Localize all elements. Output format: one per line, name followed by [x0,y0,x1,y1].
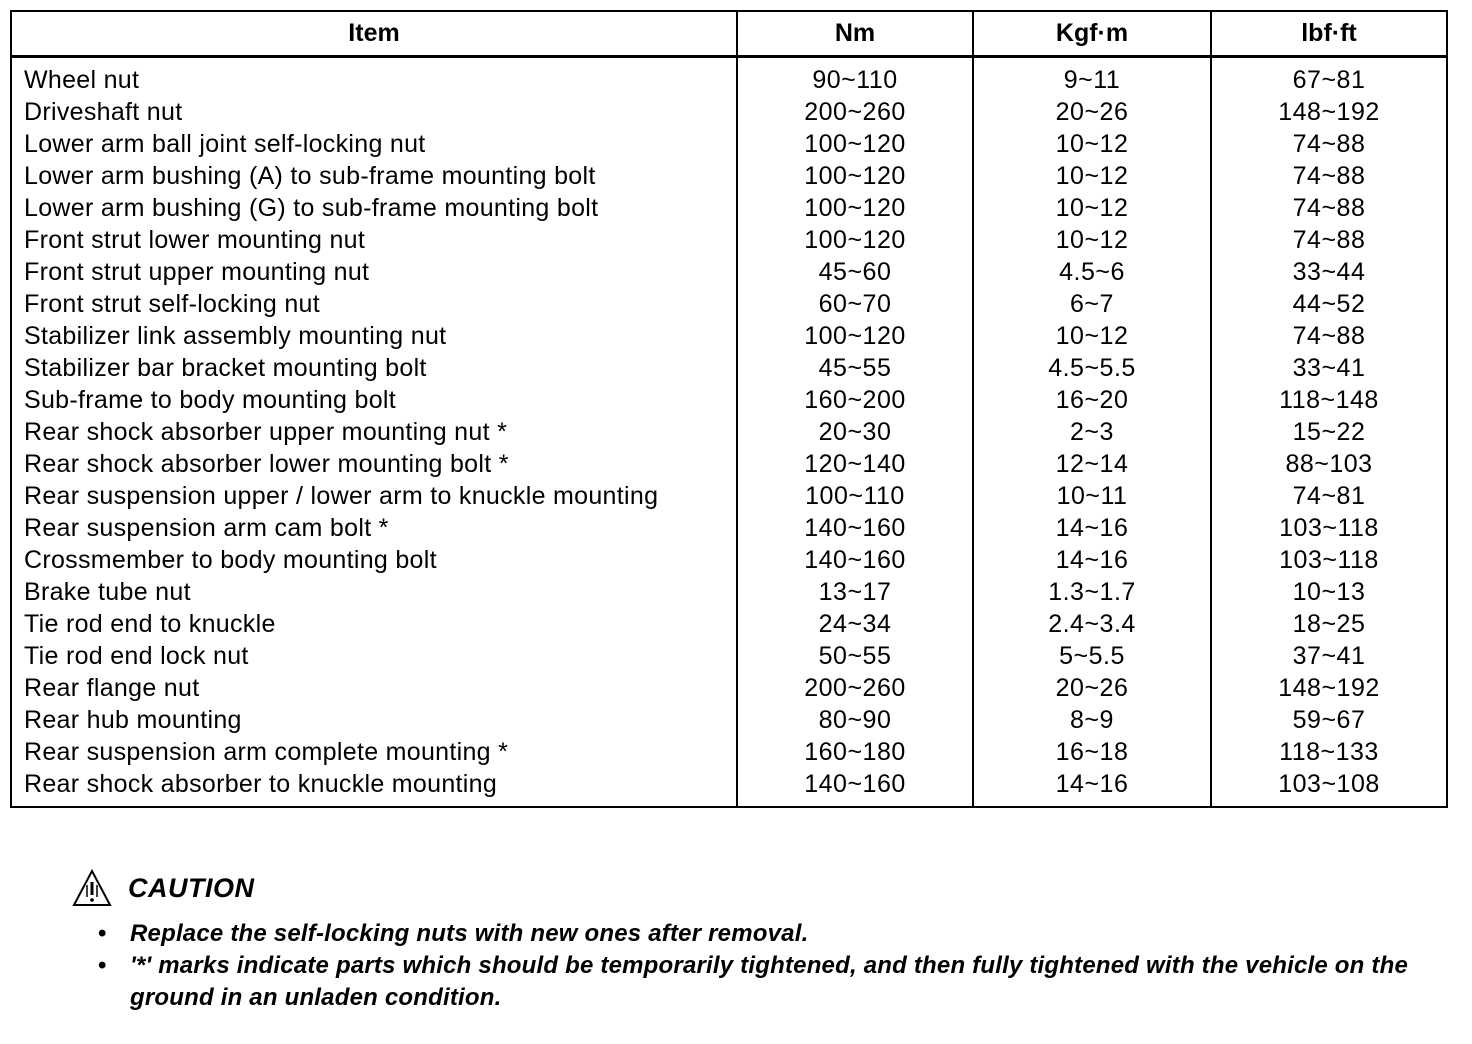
table-header-row [11,11,1447,57]
table-row [11,57,1447,97]
item-cell: Front strut lower mounting nut [11,224,737,256]
kgf-m-cell: 20~26 [973,96,1211,128]
table-row [11,288,1447,320]
nm-cell: 90~110 [737,57,973,97]
item-cell: Sub-frame to body mounting bolt [11,384,737,416]
caution-text: '*' marks indicate parts which should be temporarily tightened, and then fully tightened with the vehicle on the ground in an unladen condition. [130,952,1408,1011]
table-row [11,640,1447,672]
torque-spec-table [10,10,1448,808]
item-cell: Tie rod end lock nut [11,640,737,672]
nm-cell: 100~120 [737,128,973,160]
kgf-m-cell: 14~16 [973,768,1211,807]
nm-cell: 160~200 [737,384,973,416]
nm-cell: 160~180 [737,736,973,768]
table-row [11,544,1447,576]
kgf-m-cell: 6~7 [973,288,1211,320]
kgf-m-cell: 10~12 [973,160,1211,192]
item-cell: Rear shock absorber lower mounting bolt * [11,448,737,480]
item-cell: Rear hub mounting [11,704,737,736]
kgf-m-cell: 2~3 [973,416,1211,448]
item-cell: Crossmember to body mounting bolt [11,544,737,576]
caution-header [72,866,1452,910]
lbf-ft-cell: 74~88 [1211,224,1447,256]
item-cell: Rear flange nut [11,672,737,704]
caution-section [72,866,1452,1014]
kgf-m-cell: 10~11 [973,480,1211,512]
kgf-m-cell: 10~12 [973,128,1211,160]
kgf-m-cell: 10~12 [973,224,1211,256]
lbf-ft-cell: 103~118 [1211,512,1447,544]
nm-cell: 200~260 [737,672,973,704]
nm-cell: 100~120 [737,320,973,352]
warning-triangle-icon [72,868,112,908]
caution-list [72,918,1452,1014]
item-cell: Lower arm ball joint self-locking nut [11,128,737,160]
table-row [11,512,1447,544]
bullet-icon: • [98,952,107,979]
item-cell: Brake tube nut [11,576,737,608]
lbf-ft-cell: 33~41 [1211,352,1447,384]
nm-cell: 45~60 [737,256,973,288]
table-row [11,160,1447,192]
table-row [11,448,1447,480]
nm-cell: 100~110 [737,480,973,512]
lbf-ft-cell: 103~108 [1211,768,1447,807]
kgf-m-cell: 12~14 [973,448,1211,480]
lbf-ft-cell: 148~192 [1211,672,1447,704]
item-cell: Rear suspension arm complete mounting * [11,736,737,768]
nm-cell: 13~17 [737,576,973,608]
table-row [11,608,1447,640]
nm-cell: 120~140 [737,448,973,480]
nm-cell: 140~160 [737,544,973,576]
kgf-m-cell: 16~18 [973,736,1211,768]
kgf-m-cell: 10~12 [973,320,1211,352]
lbf-ft-cell: 10~13 [1211,576,1447,608]
lbf-ft-cell: 33~44 [1211,256,1447,288]
kgf-m-cell: 9~11 [973,57,1211,97]
kgf-m-cell: 4.5~5.5 [973,352,1211,384]
header-kgf-m: Kgf·m [973,11,1211,57]
table-row [11,672,1447,704]
nm-cell: 100~120 [737,224,973,256]
item-cell: Rear shock absorber to knuckle mounting [11,768,737,807]
item-cell: Lower arm bushing (A) to sub-frame mounting bolt [11,160,737,192]
lbf-ft-cell: 118~133 [1211,736,1447,768]
item-cell: Rear suspension arm cam bolt * [11,512,737,544]
table-row [11,384,1447,416]
table-row [11,480,1447,512]
table-body [11,57,1447,808]
lbf-ft-cell: 74~88 [1211,160,1447,192]
nm-cell: 24~34 [737,608,973,640]
lbf-ft-cell: 74~88 [1211,128,1447,160]
caution-item [72,918,1452,950]
item-cell: Stabilizer bar bracket mounting bolt [11,352,737,384]
kgf-m-cell: 5~5.5 [973,640,1211,672]
nm-cell: 60~70 [737,288,973,320]
kgf-m-cell: 14~16 [973,544,1211,576]
lbf-ft-cell: 74~88 [1211,320,1447,352]
header-lbf-ft: lbf·ft [1211,11,1447,57]
caution-title: CAUTION [128,872,255,903]
nm-cell: 140~160 [737,512,973,544]
item-cell: Front strut upper mounting nut [11,256,737,288]
header-nm: Nm [737,11,973,57]
lbf-ft-cell: 148~192 [1211,96,1447,128]
item-cell: Tie rod end to knuckle [11,608,737,640]
item-cell: Lower arm bushing (G) to sub-frame mounting bolt [11,192,737,224]
item-cell: Stabilizer link assembly mounting nut [11,320,737,352]
item-cell: Wheel nut [11,57,737,97]
lbf-ft-cell: 37~41 [1211,640,1447,672]
table-row [11,96,1447,128]
nm-cell: 200~260 [737,96,973,128]
lbf-ft-cell: 74~81 [1211,480,1447,512]
lbf-ft-cell: 88~103 [1211,448,1447,480]
item-cell: Rear shock absorber upper mounting nut * [11,416,737,448]
table-row [11,320,1447,352]
kgf-m-cell: 8~9 [973,704,1211,736]
kgf-m-cell: 10~12 [973,192,1211,224]
table-row [11,576,1447,608]
table-row [11,736,1447,768]
nm-cell: 80~90 [737,704,973,736]
item-cell: Rear suspension upper / lower arm to knuckle mounting [11,480,737,512]
table-row [11,192,1447,224]
table-row [11,128,1447,160]
caution-item [72,950,1452,1014]
nm-cell: 140~160 [737,768,973,807]
nm-cell: 20~30 [737,416,973,448]
header-item: Item [11,11,737,57]
kgf-m-cell: 4.5~6 [973,256,1211,288]
lbf-ft-cell: 44~52 [1211,288,1447,320]
kgf-m-cell: 14~16 [973,512,1211,544]
nm-cell: 100~120 [737,192,973,224]
lbf-ft-cell: 118~148 [1211,384,1447,416]
lbf-ft-cell: 103~118 [1211,544,1447,576]
item-cell: Front strut self-locking nut [11,288,737,320]
table-row [11,256,1447,288]
lbf-ft-cell: 18~25 [1211,608,1447,640]
table-row [11,224,1447,256]
lbf-ft-cell: 74~88 [1211,192,1447,224]
kgf-m-cell: 1.3~1.7 [973,576,1211,608]
caution-text: Replace the self-locking nuts with new ones after removal. [130,920,809,947]
lbf-ft-cell: 67~81 [1211,57,1447,97]
table-row [11,768,1447,807]
nm-cell: 50~55 [737,640,973,672]
kgf-m-cell: 2.4~3.4 [973,608,1211,640]
table-row [11,352,1447,384]
lbf-ft-cell: 15~22 [1211,416,1447,448]
item-cell: Driveshaft nut [11,96,737,128]
lbf-ft-cell: 59~67 [1211,704,1447,736]
kgf-m-cell: 16~20 [973,384,1211,416]
kgf-m-cell: 20~26 [973,672,1211,704]
nm-cell: 100~120 [737,160,973,192]
table-row [11,704,1447,736]
nm-cell: 45~55 [737,352,973,384]
table-row [11,416,1447,448]
bullet-icon: • [98,920,107,947]
